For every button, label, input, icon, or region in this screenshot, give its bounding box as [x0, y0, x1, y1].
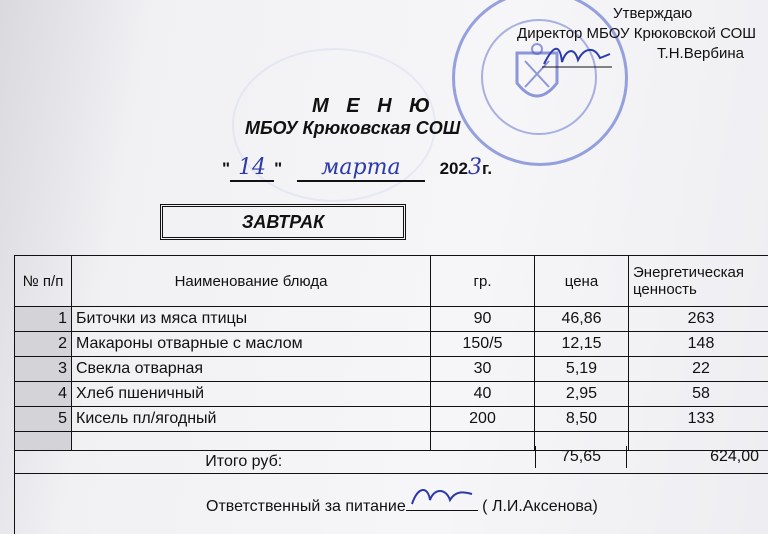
table-row: [15, 307, 768, 332]
responsible-signature: [406, 484, 478, 510]
meal-label: ЗАВТРАК: [160, 204, 406, 240]
row-num: 1: [15, 307, 72, 332]
menu-date: " 14 " марта 2023г.: [222, 155, 493, 180]
page-title: М Е Н Ю: [312, 95, 436, 117]
signature-line: [406, 494, 478, 511]
total-energy: 624,00: [710, 448, 759, 465]
row-grams: 90: [431, 307, 535, 332]
header-num: № п/п: [15, 256, 72, 307]
total-label-text: Итого руб:: [205, 453, 283, 470]
row-grams: 30: [431, 357, 535, 382]
row-energy: 133: [629, 407, 768, 432]
header-name: Наименование блюда: [72, 256, 431, 307]
header-grams: гр.: [431, 256, 535, 307]
row-price: 12,15: [535, 332, 629, 357]
row-name: Свекла отварная: [72, 357, 431, 382]
table-row: [15, 407, 768, 432]
menu-table: [14, 255, 768, 474]
table-row: [15, 382, 768, 407]
school-name: МБОУ Крюковская СОШ: [245, 118, 461, 138]
row-grams: 200: [431, 407, 535, 432]
row-name: Кисель пл/ягодный: [72, 407, 431, 432]
total-price: 75,65: [535, 446, 627, 468]
row-price: 46,86: [535, 307, 629, 332]
row-grams: 40: [431, 382, 535, 407]
row-price: 2,95: [535, 382, 629, 407]
footer-name: ( Л.И.Аксенова): [482, 498, 598, 515]
row-price: 5,19: [535, 357, 629, 382]
date-suffix: г.: [481, 159, 493, 178]
row-name: Хлеб пшеничный: [72, 382, 431, 407]
date-year-prefix: 202: [439, 159, 468, 178]
director-signature: [540, 40, 614, 70]
approval-position: Директор МБОУ Крюковской СОШ: [517, 25, 756, 42]
row-price: 8,50: [535, 407, 629, 432]
header-price: цена: [535, 256, 629, 307]
footer-label: Ответственный за питание: [206, 498, 406, 515]
table-header-row: [15, 256, 768, 307]
date-month: марта: [321, 155, 401, 180]
date-year-last: 3: [467, 155, 482, 180]
row-energy: 58: [629, 382, 768, 407]
footer-responsible: [206, 494, 598, 516]
approval-title: Утверждаю: [613, 5, 693, 22]
row-grams-empty: [431, 432, 535, 451]
row-name-empty: [72, 432, 431, 451]
row-name: Макароны отварные с маслом: [72, 332, 431, 357]
table-row: [15, 357, 768, 382]
table-row: [15, 332, 768, 357]
row-num: 2: [15, 332, 72, 357]
row-num: 5: [15, 407, 72, 432]
row-energy: 263: [629, 307, 768, 332]
header-energy: Энергетическая ценность: [629, 256, 768, 307]
row-energy: 22: [629, 357, 768, 382]
approval-signer: Т.Н.Вербина: [657, 45, 744, 62]
row-name: Биточки из мяса птицы: [72, 307, 431, 332]
date-day: 14: [238, 155, 267, 180]
row-num-empty: [15, 432, 72, 451]
page-border-left: [14, 470, 15, 534]
row-grams: 150/5: [431, 332, 535, 357]
row-num: 3: [15, 357, 72, 382]
row-energy: 148: [629, 332, 768, 357]
row-num: 4: [15, 382, 72, 407]
